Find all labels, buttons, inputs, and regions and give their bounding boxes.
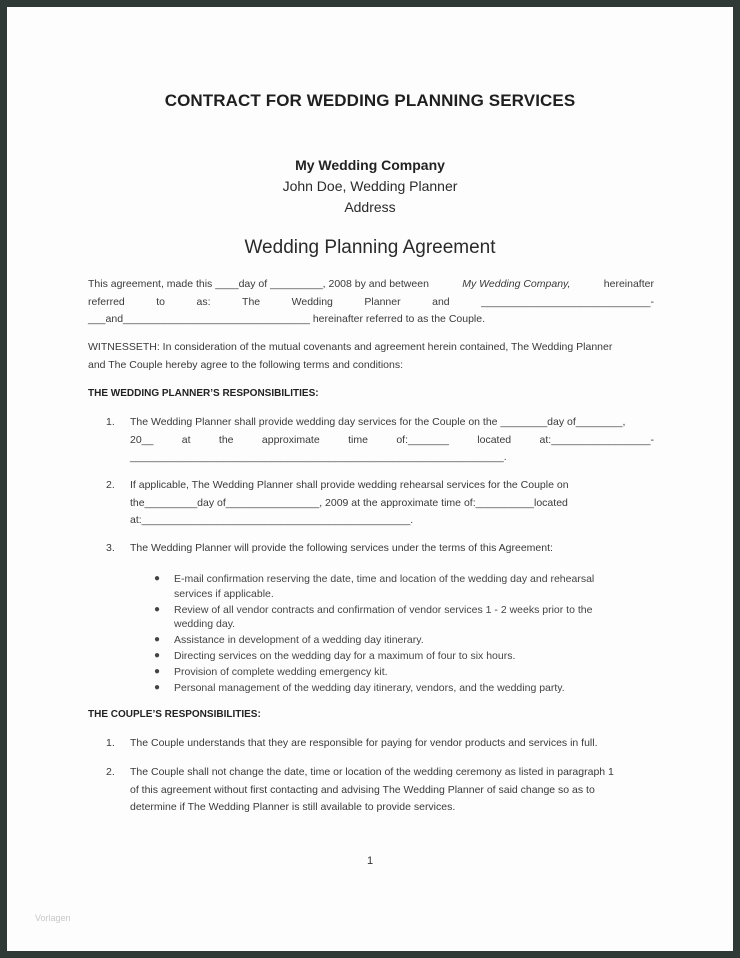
witness-paragraph	[88, 339, 654, 374]
item-number: 2.	[106, 479, 115, 491]
list-item: ● Directing services on the wedding day for a maximum of four to six hours.	[154, 650, 516, 662]
services-bullet-list	[152, 572, 632, 697]
list-item: ● Review of all vendor contracts and confirmation of vendor services 1 - 2 weeks prior to the wedding day.	[154, 603, 593, 630]
witness-line-2: and The Couple hereby agree to the following terms and conditions:	[88, 358, 404, 371]
intro-paragraph	[88, 276, 654, 329]
intro-line-2: referred to as: The Wedding Planner and _____________________________-	[88, 295, 654, 308]
watermark: Vorlagen	[35, 913, 71, 923]
agreement-subtitle: Wedding Planning Agreement	[244, 237, 496, 258]
intro-company: My Wedding Company,	[462, 278, 571, 290]
bullet-icon: ●	[154, 573, 161, 584]
witness-line-1: WITNESSETH: In consideration of the mutual covenants and agreement herein contained, The Wedding Planner	[88, 341, 613, 353]
list-item: ● Assistance in development of a wedding day itinerary.	[154, 634, 424, 646]
bullet-icon: ●	[154, 603, 161, 615]
intro-line-3: ___and________________________________ hereinafter referred to as the Couple.	[88, 313, 486, 325]
intro-line-1: This agreement, made this ____day of _________, 2008 by and between My Wedding Company, hereinafter	[88, 276, 654, 294]
bullet-icon: ●	[154, 650, 161, 661]
couple-responsibilities-heading: THE COUPLE’S RESPONSIBILITIES:	[88, 709, 261, 720]
page-number: 1	[366, 855, 374, 867]
planner-responsibilities-heading: THE WEDDING PLANNER’S RESPONSIBILITIES:	[88, 388, 319, 399]
planner-name: John Doe, Wedding Planner	[282, 178, 458, 194]
bullet-icon: ●	[154, 634, 161, 645]
item-number: 1.	[106, 737, 115, 749]
item-number: 3.	[106, 542, 115, 554]
bullet-icon: ●	[154, 682, 161, 693]
company-name: My Wedding Company	[295, 157, 445, 173]
list-item: ● Provision of complete wedding emergency kit.	[154, 666, 388, 678]
document-page: CONTRACT FOR WEDDING PLANNING SERVICES My Wedding Company John Doe, Wedding Planner Address Wedding Planning Agreement This agreement, made this ____day of _________, 2008 by and between My Wedding Company, hereinafter referred to as: The Wedding Planner and _____________________________- ___and________________________________ hereinafter referred to as the Couple. WITNESSETH: In consideration of the mutual covenants and agreement herein contained, The Wedding Planner and The Couple hereby agree to the following terms and conditions: THE WEDDING PLANNER’S RESPONSIBILITIES: 1. The Wedding Planner shall provide wedding day services for the Couple on the ________day of________, 20__ at the approximate time of:_______ located at:_________________- ________________________________________________________________. 2. If applicable, The Wedding Planner shall provide wedding rehearsal services for the Couple on the_________day of________________, 2009 at the approximate time of:__________located at:______________________________________________. 3. The Wedding Planner will provide the following services under the terms of this Agreement: ● E-mail confirmation reserving the date, time and location of the wedding day and rehearsal services if applicable. ● Review of all vendor contracts and confirmation of vendor services 1 - 2 weeks prior to the wedding day. ● Assistance in development of a wedding day itinerary. ● Directing services on the wedding day for a maximum of four to six hours. ● Provision of complete wedding emergency kit. ● Personal management of the wedding day itinerary, vendors, and the wedding party. THE COUPLE’S RESPONSIBILITIES: 1. The Couple understands that they are responsible for paying for vendor products and services in full. 2. The Couple shall not change the date, time or location of the wedding ceremony as listed in paragraph 1 of this agreement without first contacting and advising The Wedding Planner of said change so as to determine if The Wedding Planner is still available to provide services. 1 Vorlagen	[0, 0, 740, 958]
item-number: 2.	[106, 766, 115, 778]
bullet-icon: ●	[154, 666, 161, 677]
company-address: Address	[344, 199, 396, 215]
document-title: CONTRACT FOR WEDDING PLANNING SERVICES	[164, 91, 576, 110]
item-number: 1.	[106, 416, 115, 428]
list-item: ● E-mail confirmation reserving the date, time and location of the wedding day and rehearsal services if applicable.	[154, 573, 595, 600]
list-item: ● Personal management of the wedding day itinerary, vendors, and the wedding party.	[154, 682, 565, 694]
